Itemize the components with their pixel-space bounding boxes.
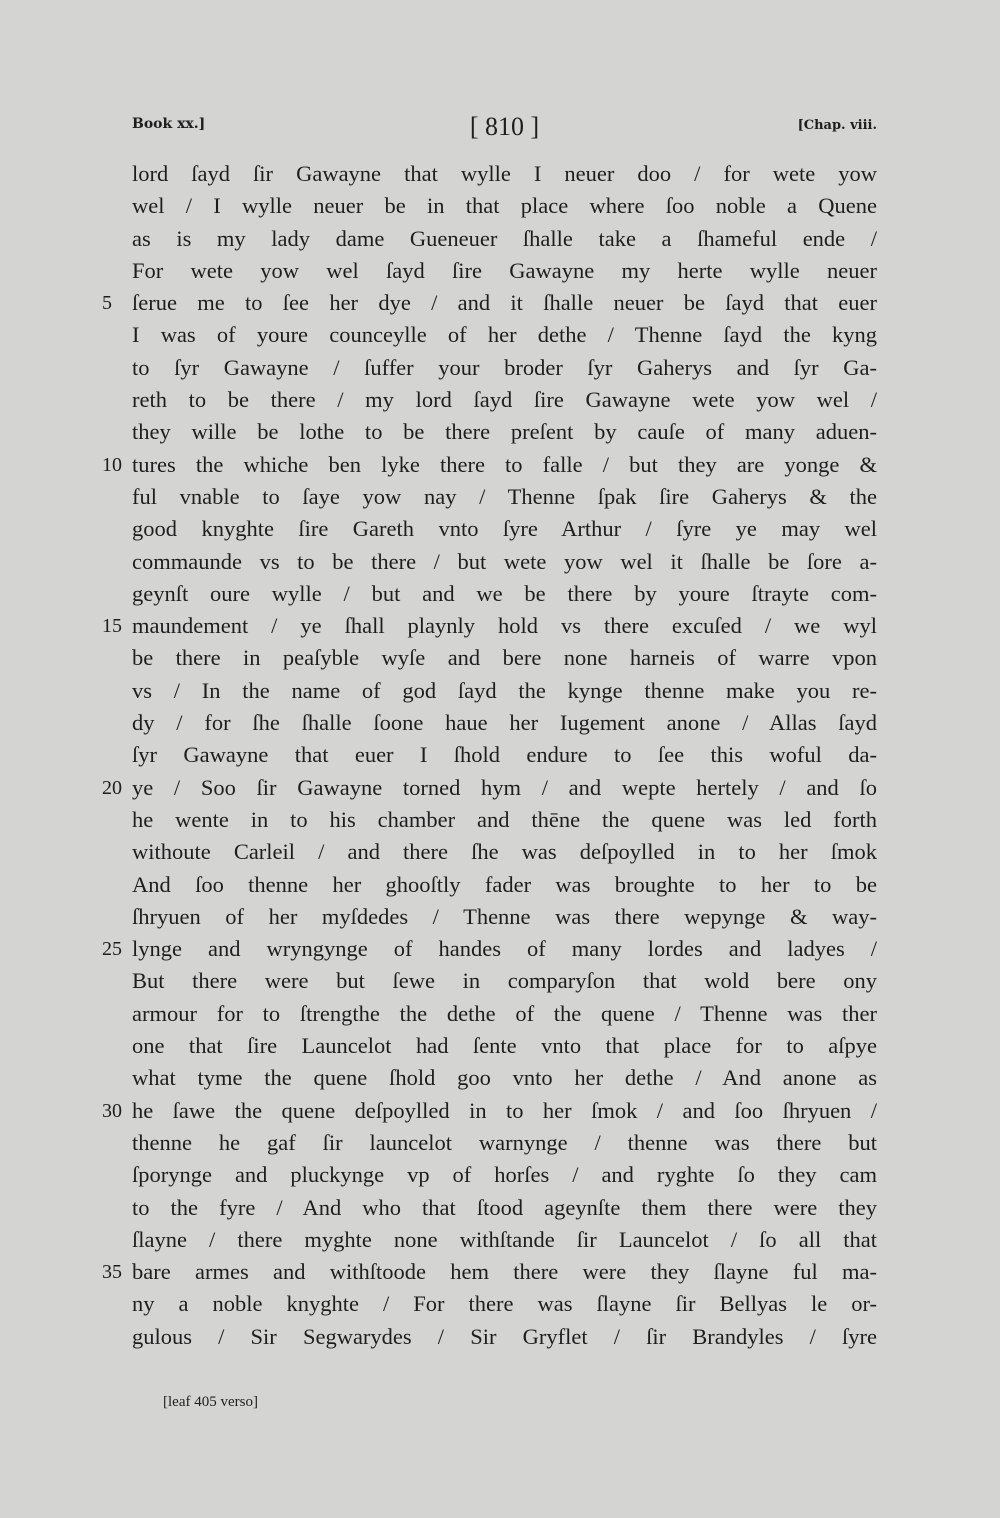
line-text: lord ſayd ſir Gawayne that wylle I neuer doo / for wete yow — [132, 161, 877, 186]
page-header — [132, 112, 877, 142]
line-text: reth to be there / my lord ſayd ſire Gawayne wete yow wel / — [132, 387, 877, 413]
text-line — [132, 1192, 877, 1224]
text-line — [132, 255, 877, 287]
line-text: ny a noble knyghte / For there was ſlayne ſir Bellyas le or- — [132, 1291, 877, 1317]
text-line — [102, 287, 877, 319]
body-text — [102, 158, 877, 1353]
line-text: bare armes and withſtoode hem there were they ſlayne ful ma- — [132, 1259, 877, 1285]
line-text: commaunde vs to be there / but wete yow wel it ſhalle be ſore a- — [132, 548, 877, 574]
line-text: he ſawe the quene deſpoylled in to her ſmok / and ſoo ſhryuen / — [132, 1097, 877, 1123]
line-text: ful vnable to ſaye yow nay / Thenne ſpak ſire Gaherys & the — [132, 483, 877, 509]
chapter-number: [Chap. viii. — [797, 118, 877, 133]
text-line — [132, 513, 877, 545]
text-line — [132, 1321, 877, 1353]
line-text: what tyme the quene ſhold goo vnto her dethe / And anone as — [132, 1065, 877, 1091]
text-line — [102, 449, 877, 481]
line-text: dy / for ſhe ſhalle ſoone haue her Iugement anone / Allas ſayd — [132, 710, 877, 736]
text-line — [132, 384, 877, 416]
line-number: 30 — [102, 1099, 122, 1122]
text-line — [132, 546, 877, 578]
text-line — [132, 1224, 877, 1256]
text-line — [132, 901, 877, 933]
text-line — [132, 1062, 877, 1094]
text-line — [132, 642, 877, 674]
line-text: they wille be lothe to be there preſent by cauſe of many aduen- — [132, 419, 877, 445]
line-text: ye / Soo ſir Gawayne torned hym / and wepte hertely / and ſo — [132, 774, 877, 800]
line-number: 10 — [102, 453, 122, 476]
book-number: Book xx.] — [132, 116, 206, 132]
text-line — [132, 416, 877, 448]
text-line — [132, 481, 877, 513]
text-line — [132, 869, 877, 901]
line-number: 25 — [102, 938, 122, 961]
line-text: withoute Carleil / and there ſhe was deſpoylled in to her ſmok — [132, 839, 877, 865]
text-line — [132, 836, 877, 868]
line-number: 35 — [102, 1261, 122, 1284]
line-text: But there were but ſewe in comparyſon that wold bere ony — [132, 968, 877, 994]
line-text: thenne he gaf ſir launcelot warnynge / thenne was there but — [132, 1129, 877, 1155]
line-number: 20 — [102, 776, 122, 799]
text-line — [102, 610, 877, 642]
line-text: gulous / Sir Segwarydes / Sir Gryflet / ſir Brandyles / ſyre — [132, 1323, 877, 1349]
line-text: lynge and wryngynge of handes of many lordes and ladyes / — [132, 936, 877, 962]
text-line — [132, 319, 877, 351]
text-line — [132, 804, 877, 836]
text-line — [132, 352, 877, 384]
text-line — [132, 739, 877, 771]
line-number: 15 — [102, 615, 122, 638]
line-text: ſerue me to ſee her dye / and it ſhalle neuer be ſayd that euer — [132, 290, 877, 316]
text-line — [132, 998, 877, 1030]
line-text: be there in peaſyble wyſe and bere none harneis of warre vpon — [132, 645, 877, 671]
text-line — [132, 1159, 877, 1191]
text-line — [102, 772, 877, 804]
text-line — [132, 158, 877, 190]
text-line — [102, 1256, 877, 1288]
line-text: to ſyr Gawayne / ſuffer your broder ſyr Gaherys and ſyr Ga- — [132, 354, 877, 380]
text-line — [132, 1288, 877, 1320]
text-line — [132, 578, 877, 610]
text-line — [132, 675, 877, 707]
line-text: I was of youre counceylle of her dethe / Thenne ſayd the kyng — [132, 322, 877, 348]
text-line — [132, 965, 877, 997]
line-text: ſlayne / there myghte none withſtande ſir Launcelot / ſo all that — [132, 1226, 877, 1252]
text-line — [132, 223, 877, 255]
line-text: vs / In the name of god ſayd the kynge thenne make you re- — [132, 677, 877, 703]
page-number: [ 810 ] — [469, 112, 540, 141]
line-text: ſyr Gawayne that euer I ſhold endure to ſee this woful da- — [132, 742, 877, 768]
text-line — [132, 1127, 877, 1159]
line-text: tures the whiche ben lyke there to falle / but they are yonge & — [132, 451, 877, 477]
line-text: maundement / ye ſhall playnly hold vs there excuſed / we wyl — [132, 613, 877, 639]
line-text: geynſt oure wylle / but and we be there by youre ſtrayte com- — [132, 580, 877, 606]
text-line — [132, 707, 877, 739]
line-text: wel / I wylle neuer be in that place where ſoo noble a Quene — [132, 193, 877, 219]
line-text: one that ſire Launcelot had ſente vnto that place for to aſpye — [132, 1033, 877, 1059]
text-line — [132, 190, 877, 222]
leaf-note: [leaf 405 verso] — [163, 1394, 258, 1410]
line-text: For wete yow wel ſayd ſire Gawayne my herte wylle neuer — [132, 257, 877, 283]
line-text: to the fyre / And who that ſtood ageynſte them there were they — [132, 1194, 877, 1220]
line-text: ſhryuen of her myſdedes / Thenne was there wepynge & way- — [132, 903, 877, 929]
line-text: good knyghte ſire Gareth vnto ſyre Arthur / ſyre ye may wel — [132, 516, 877, 542]
line-number: 5 — [102, 292, 112, 315]
line-text: he wente in to his chamber and thēne the quene was led forth — [132, 806, 877, 832]
line-text: And ſoo thenne her ghooſtly fader was broughte to her to be — [132, 871, 877, 897]
line-text: ſporynge and pluckynge vp of horſes / and ryghte ſo they cam — [132, 1162, 877, 1188]
text-line — [132, 1030, 877, 1062]
text-line — [102, 1095, 877, 1127]
text-line — [102, 933, 877, 965]
line-text: armour for to ſtrengthe the dethe of the quene / Thenne was ther — [132, 1000, 877, 1026]
line-text: as is my lady dame Gueneuer ſhalle take a ſhameful ende / — [132, 225, 877, 251]
